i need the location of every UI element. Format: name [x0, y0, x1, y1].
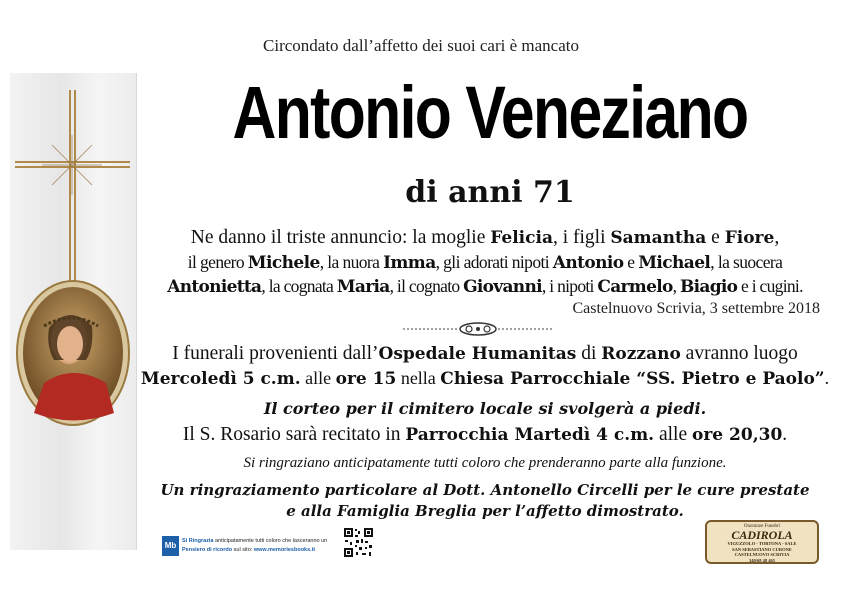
- thanks-special-line-1: Un ringraziamento particolare al Dott. Antonello Circelli per le cure prestate: [160, 481, 810, 499]
- funeral-line-2: Mercoledì 5 c.m. alle ore 15 nella Chiesa Parrocchiale “SS. Pietro e Paolo”.: [140, 368, 830, 389]
- intro-text: Circondato dall’affetto dei suoi cari è mancato: [263, 36, 579, 55]
- announce-line-1: Ne danno il triste annuncio: la moglie Felicia, i figli Samantha e Fiore,: [190, 227, 780, 248]
- memoriesbooks-link[interactable]: www.memoriesbooks.it: [253, 547, 316, 553]
- memoriesbooks-note: Si Ringrazia anticipatamente tutti coloro che lasceranno un Pensiero di ricordo sul sito: www.memoriesbooks.it: [182, 538, 328, 553]
- deceased-name: Antonio Veneziano: [232, 71, 748, 154]
- memoriesbooks-logo: Mb: [162, 536, 179, 556]
- funeral-line-1: I funerali provenienti dall’Ospedale Humanitas di Rozzano avranno luogo: [172, 343, 798, 364]
- rosario-line: Il S. Rosario sarà recitato in Parrocchia Martedì 4 c.m. alle ore 20,30.: [182, 424, 788, 445]
- agency-plaque: [705, 520, 819, 564]
- agency-name: CADIROLA: [731, 528, 793, 542]
- agency-line3: CASTELNUOVO SCRIVIA: [734, 552, 790, 557]
- agency-line2: SAN SEBASTIANO CURONE: [732, 546, 792, 552]
- announce-line-3: Antonietta, la cognata Maria, il cognato Giovanni, i nipoti Carmelo, Biagio e i cugini.: [167, 276, 803, 297]
- qr-code: [343, 527, 374, 558]
- corteo-text: Il corteo per il cimitero locale si svolgerà a piedi.: [263, 399, 707, 418]
- agency-line1: VIGUZZOLO - TORTONA - SALE: [727, 541, 797, 546]
- place-date: Castelnuovo Scrivia, 3 settembre 2018: [572, 300, 820, 317]
- thanks-special-line-2: e alla Famiglia Breglia per l’affetto dimostrato.: [286, 502, 684, 520]
- thanks-general: Si ringraziano anticipatamente tutti coloro che prenderanno parte alla funzione.: [243, 455, 727, 471]
- age-text: di anni 71: [405, 175, 575, 210]
- agency-phone: 340/68 48 465: [748, 557, 775, 563]
- ornament-divider: [403, 320, 553, 338]
- announce-line-2: il genero Michele, la nuora Imma, gli adorati nipoti Antonio e Michael, la suocera: [187, 252, 783, 273]
- agency-heading: Onoranze Funebri: [743, 524, 781, 529]
- christ-portrait: [14, 278, 132, 428]
